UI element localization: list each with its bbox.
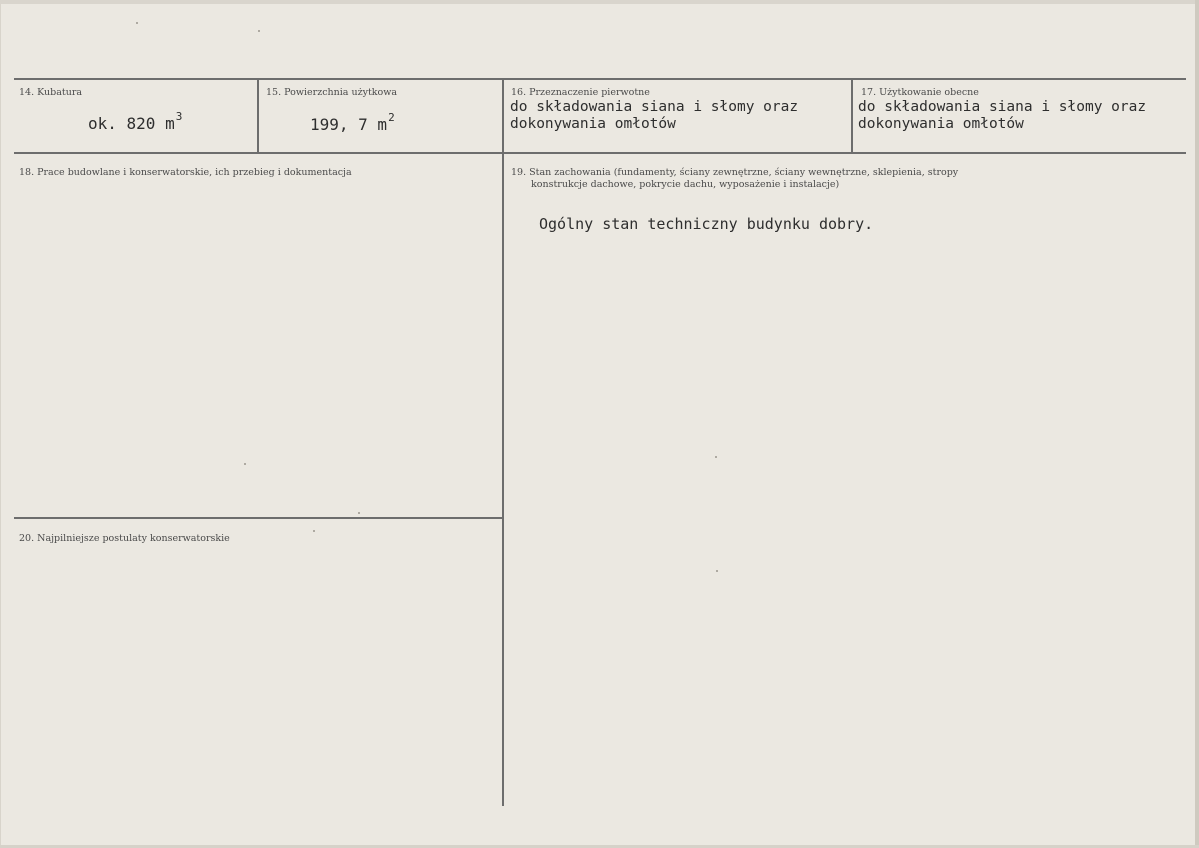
paper-speck: [258, 30, 260, 32]
section18-bottom-rule: [14, 517, 504, 519]
field-16-label: 16. Przeznaczenie pierwotne: [511, 87, 650, 98]
row1-bottom-rule: [14, 152, 1186, 154]
field-17-line1: do składowania siana i słomy oraz: [858, 99, 1147, 115]
field-16-line2: dokonywania omłotów: [510, 116, 676, 132]
paper-speck: [716, 570, 718, 572]
field-15-exponent: 2: [388, 111, 395, 124]
divider-15-16: [502, 78, 504, 806]
field-14-value: [88, 110, 182, 133]
field-19-label-line2: konstrukcje dachowe, pokrycie dachu, wyposażenie i instalacje): [531, 179, 840, 190]
paper-speck: [358, 512, 360, 514]
divider-16-17: [851, 78, 853, 154]
card-top-edge: [0, 0, 1199, 4]
top-rule: [14, 78, 1186, 80]
field-20-label: 20. Najpilniejsze postulaty konserwatorskie: [19, 533, 230, 544]
field-18-label: 18. Prace budowlane i konserwatorskie, ich przebieg i dokumentacja: [19, 167, 352, 178]
field-14-value-text: ok. 820 m: [88, 114, 175, 133]
field-14-label: 14. Kubatura: [19, 87, 83, 98]
paper-speck: [136, 22, 138, 24]
field-15-value: [310, 111, 395, 134]
field-16-line1: do składowania siana i słomy oraz: [510, 99, 799, 115]
field-19-value: Ogólny stan techniczny budynku dobry.: [539, 215, 874, 233]
card-right-edge: [1195, 0, 1199, 848]
field-17-line2: dokonywania omłotów: [858, 116, 1024, 132]
paper-speck: [313, 530, 315, 532]
field-17-label: 17. Użytkowanie obecne: [861, 87, 979, 98]
paper-speck: [715, 456, 717, 458]
paper-speck: [244, 463, 246, 465]
field-19-label-line1: 19. Stan zachowania (fundamenty, ściany zewnętrzne, ściany wewnętrzne, sklepienia, stropy: [511, 167, 959, 178]
field-15-value-text: 199, 7 m: [310, 115, 388, 134]
field-15-label: 15. Powierzchnia użytkowa: [266, 87, 398, 98]
field-14-exponent: 3: [175, 110, 183, 123]
divider-14-15: [257, 78, 259, 154]
